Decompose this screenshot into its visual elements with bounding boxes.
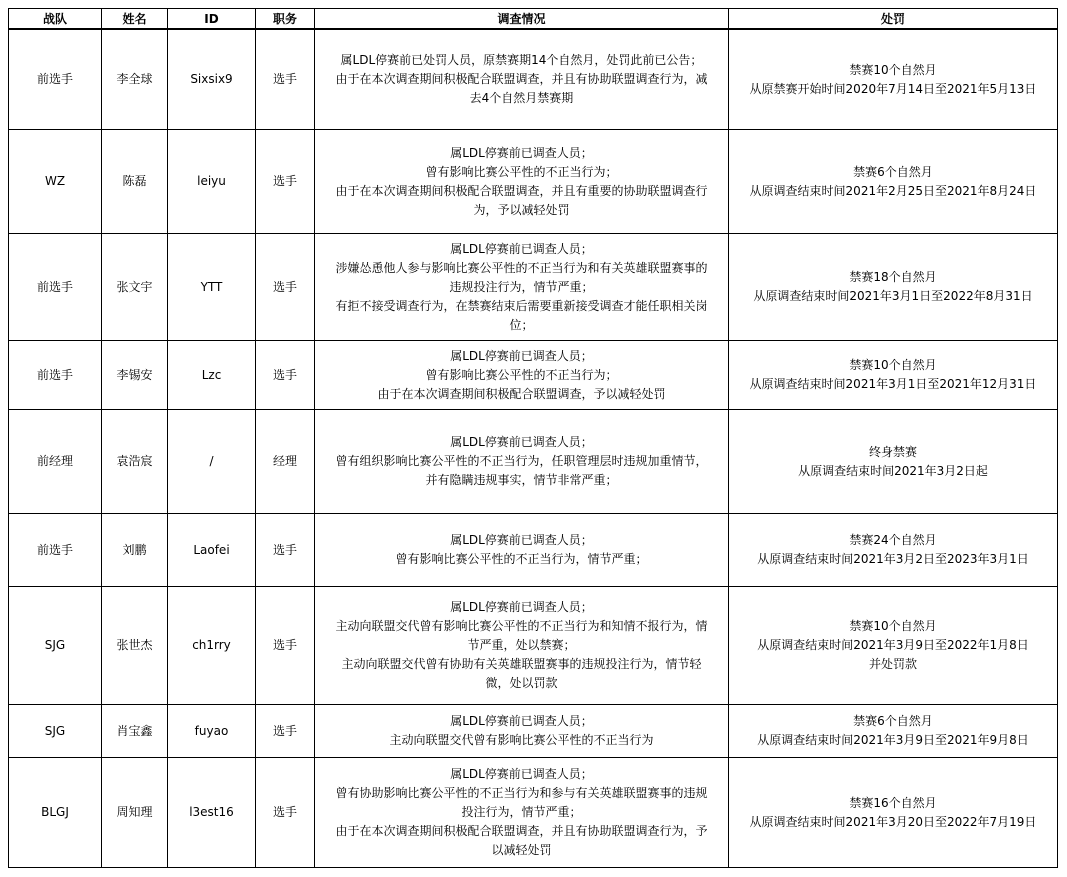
investigation-line: 曾有组织影响比赛公平性的不正当行为，任职管理层时违规加重情节， [335,454,708,468]
penalty-line: 禁赛10个自然月 [849,619,937,633]
penalty-line: 禁赛10个自然月 [849,358,937,372]
penalty-cell [729,514,1058,587]
penalty-cell [729,587,1058,705]
id-cell: Laofei [168,514,256,587]
team-cell: 前选手 [9,29,102,130]
investigation-line: 属LDL停赛前已处罚人员，原禁赛期14个自然月，处罚此前已公告； [340,53,703,67]
penalty-line: 禁赛6个自然月 [853,714,933,728]
penalty-cell [729,410,1058,514]
investigation-line: 属LDL停赛前已调查人员； [450,533,593,547]
header-id: ID [168,9,256,30]
investigation-line: 属LDL停赛前已调查人员； [450,600,593,614]
investigation-line: 以减轻处罚 [491,843,552,857]
investigation-cell [315,587,729,705]
investigation-line: 主动向联盟交代曾有影响比赛公平性的不正当行为 [389,733,654,747]
id-cell: / [168,410,256,514]
id-cell: YTT [168,234,256,341]
investigation-cell [315,130,729,234]
team-cell: 前选手 [9,514,102,587]
penalty-cell [729,130,1058,234]
investigation-line: 微，处以罚款 [485,676,558,690]
investigation-line: 属LDL停赛前已调查人员； [450,145,593,160]
role-cell: 选手 [256,514,315,587]
name-cell: 袁浩宸 [102,410,168,514]
penalty-line: 禁赛24个自然月 [849,533,937,547]
table-row [9,29,1058,130]
investigation-cell [315,410,729,514]
investigation-line: 属LDL停赛前已调查人员； [450,348,593,363]
penalty-line: 禁赛16个自然月 [849,795,937,810]
id-cell: l3est16 [168,758,256,868]
id-cell: Lzc [168,341,256,410]
penalty-line: 禁赛10个自然月 [849,62,937,77]
penalty-line: 从原禁赛开始时间2020年7月14日至2021年5月13日 [749,81,1037,96]
header-penalty: 处罚 [729,9,1058,30]
investigation-line: 由于在本次调查期间积极配合联盟调查，并且有协助联盟调查行为，减 [335,72,708,86]
penalty-line: 从原调查结束时间2021年3月20日至2022年7月19日 [749,814,1037,829]
investigation-line: 由于在本次调查期间积极配合联盟调查，并且有协助联盟调查行为，予 [335,824,708,838]
penalty-line: 从原调查结束时间2021年3月1日至2021年12月31日 [749,377,1037,391]
id-cell: Sixsix9 [168,29,256,130]
table-row [9,234,1058,341]
name-cell: 肖宝鑫 [102,705,168,758]
name-cell: 张文宇 [102,234,168,341]
investigation-cell [315,514,729,587]
header-row [9,9,1058,30]
table-row [9,705,1058,758]
id-cell: ch1rry [168,587,256,705]
role-cell: 选手 [256,234,315,341]
investigation-line: 涉嫌怂恿他人参与影响比赛公平性的不正当行为和有关英雄联盟赛事的 [335,260,708,275]
name-cell: 陈磊 [102,130,168,234]
header-team: 战队 [9,9,102,30]
investigation-line: 由于在本次调查期间积极配合联盟调查，予以减轻处罚 [377,386,666,401]
investigation-line: 主动向联盟交代曾有协助有关英雄联盟赛事的违规投注行为，情节轻 [341,657,702,671]
investigation-cell [315,341,729,410]
table-row [9,514,1058,587]
role-cell: 选手 [256,29,315,130]
investigation-line: 为，予以减轻处罚 [473,202,570,217]
penalty-line: 禁赛6个自然月 [853,164,933,179]
team-cell: 前选手 [9,234,102,341]
team-cell: SJG [9,587,102,705]
investigation-line: 曾有协助影响比赛公平性的不正当行为和参与有关英雄联盟赛事的违规 [335,786,708,800]
penalty-cell [729,705,1058,758]
investigation-line: 属LDL停赛前已调查人员； [450,241,593,256]
penalty-cell [729,341,1058,410]
investigation-line: 违规投注行为，情节严重； [449,279,594,294]
sanctions-table [8,8,1058,868]
investigation-cell [315,29,729,130]
table-row [9,410,1058,514]
header-role: 职务 [256,9,315,30]
penalty-line: 从原调查结束时间2021年3月2日至2023年3月1日 [757,552,1029,566]
table-row [9,587,1058,705]
penalty-line: 并处罚款 [868,657,917,671]
investigation-line: 属LDL停赛前已调查人员； [450,435,593,449]
investigation-line: 曾有影响比赛公平性的不正当行为； [425,164,618,179]
team-cell: 前经理 [9,410,102,514]
team-cell: WZ [9,130,102,234]
investigation-line: 主动向联盟交代曾有影响比赛公平性的不正当行为和知情不报行为，情 [335,619,708,633]
name-cell: 李全球 [102,29,168,130]
penalty-cell [729,234,1058,341]
investigation-line: 去4个自然月禁赛期 [469,91,574,105]
table-row [9,130,1058,234]
penalty-cell [729,29,1058,130]
table-row [9,758,1058,868]
role-cell: 选手 [256,130,315,234]
penalty-line: 从原调查结束时间2021年3月2日起 [798,463,988,478]
investigation-line: 曾有影响比赛公平性的不正当行为； [425,367,618,382]
name-cell: 张世杰 [102,587,168,705]
role-cell: 选手 [256,341,315,410]
id-cell: leiyu [168,130,256,234]
investigation-line: 投注行为，情节严重； [461,805,582,819]
investigation-line: 曾有影响比赛公平性的不正当行为，情节严重； [395,552,648,566]
table-body [9,29,1058,868]
role-cell: 选手 [256,587,315,705]
investigation-line: 属LDL停赛前已调查人员； [450,767,593,781]
role-cell: 选手 [256,758,315,868]
penalty-line: 终身禁赛 [868,444,917,459]
investigation-line: 有拒不接受调查行为，在禁赛结束后需要重新接受调查才能任职相关岗 [335,298,708,313]
penalty-line: 从原调查结束时间2021年3月9日至2021年9月8日 [757,733,1029,747]
header-name: 姓名 [102,9,168,30]
team-cell: BLGJ [9,758,102,868]
team-cell: SJG [9,705,102,758]
investigation-line: 属LDL停赛前已调查人员； [450,714,593,728]
investigation-line: 由于在本次调查期间积极配合联盟调查，并且有重要的协助联盟调查行 [335,183,708,198]
penalty-cell [729,758,1058,868]
header-investigation: 调查情况 [315,9,729,30]
penalty-line: 从原调查结束时间2021年3月1日至2022年8月31日 [753,289,1033,303]
name-cell: 周知理 [102,758,168,868]
investigation-line: 并有隐瞒违规事实，情节非常严重； [425,473,618,487]
role-cell: 选手 [256,705,315,758]
role-cell: 经理 [256,410,315,514]
investigation-cell [315,234,729,341]
investigation-cell [315,758,729,868]
investigation-line: 位； [509,317,534,332]
name-cell: 刘鹏 [102,514,168,587]
penalty-line: 从原调查结束时间2021年3月9日至2022年1月8日 [757,638,1029,652]
team-cell: 前选手 [9,341,102,410]
id-cell: fuyao [168,705,256,758]
investigation-cell [315,705,729,758]
table-row [9,341,1058,410]
penalty-line: 从原调查结束时间2021年2月25日至2021年8月24日 [749,183,1037,198]
penalty-line: 禁赛18个自然月 [849,270,937,284]
name-cell: 李锡安 [102,341,168,410]
investigation-line: 节严重，处以禁赛； [467,638,576,652]
